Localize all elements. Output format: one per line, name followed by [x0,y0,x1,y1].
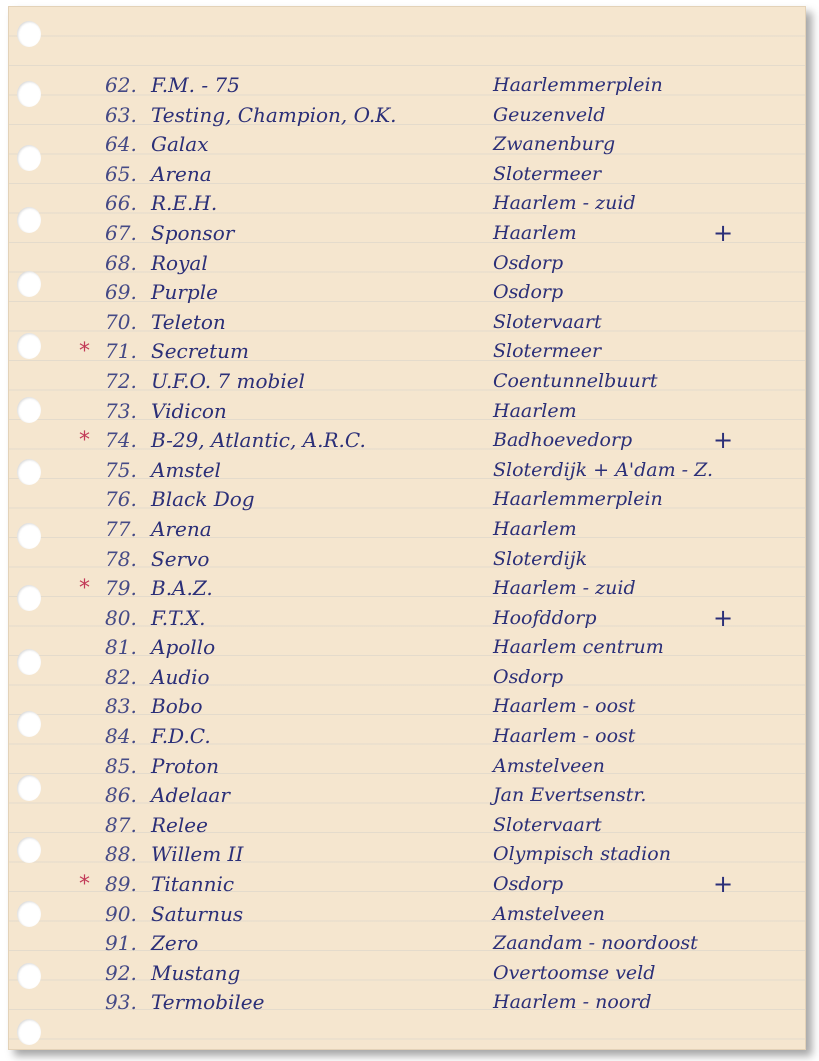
list-item [9,722,805,752]
station-name: R.E.H. [151,191,218,216]
list-item [9,840,805,870]
station-name: Adelaar [151,783,230,808]
station-name: Relee [151,812,208,837]
station-name: Zero [151,931,199,956]
entry-number: 84. [105,724,137,749]
entry-number: 64. [105,132,137,157]
station-location: Amstelveen [493,754,605,777]
station-name: Bobo [151,694,203,719]
station-name: Termobilee [151,990,265,1015]
station-name: Royal [151,250,208,275]
station-location: Haarlem [493,399,577,422]
entry-number: 93. [105,990,137,1015]
list-item [9,485,805,515]
list-item [9,249,805,279]
entry-number: 83. [105,694,137,719]
station-location: Overtoomse veld [493,961,656,984]
binder-hole [17,21,41,47]
station-name: Mustang [151,960,241,985]
station-name: U.F.O. 7 mobiel [151,368,305,393]
cross-mark: + [713,426,734,455]
list-item [9,633,805,663]
entry-number: 74. [105,428,137,453]
station-name: B-29, Atlantic, A.R.C. [151,428,366,453]
entry-number: 89. [105,872,137,897]
station-name: Purple [151,280,218,305]
list-item [9,574,805,604]
station-location: Slotervaart [493,310,602,333]
list-item [9,752,805,782]
station-location: Haarlemmerplein [493,74,663,96]
station-location: Haarlemmerplein [493,488,663,511]
station-location: Jan Evertsenstr. [493,784,647,807]
entry-number: 63. [105,102,137,127]
entry-number: 87. [105,812,137,837]
station-name: B.A.Z. [151,576,213,601]
station-name: Galax [151,132,209,157]
station-name: Amstel [151,457,221,482]
binder-hole [17,1019,41,1045]
station-name: Apollo [151,635,216,660]
station-name: Arena [151,516,212,541]
entry-number: 71. [105,339,137,364]
entry-number: 78. [105,546,137,571]
entry-number: 73. [105,398,137,423]
entry-number: 68. [105,250,137,275]
station-location: Zaandam - noordoost [493,932,698,955]
entry-number: 85. [105,753,137,778]
station-location: Coentunnelbuurt [493,369,658,392]
entry-number: 75. [105,457,137,482]
list-item [9,545,805,575]
entry-number: 76. [105,487,137,512]
list-item [9,900,805,930]
entry-number: 77. [105,516,137,541]
list-item [9,456,805,486]
cross-mark: + [713,870,734,899]
station-location: Slotermeer [493,340,602,363]
station-location: Haarlem - oost [493,725,636,748]
entry-number: 62. [105,73,137,97]
station-location: Haarlem - zuid [493,577,636,600]
list-item [9,130,805,160]
station-location: Haarlem centrum [493,636,664,659]
station-location: Osdorp [493,873,564,896]
station-location: Osdorp [493,251,564,274]
entry-number: 80. [105,605,137,630]
notebook-page [8,6,806,1050]
list-item [9,811,805,841]
station-name: Testing, Champion, O.K. [151,102,397,127]
entry-number: 72. [105,368,137,393]
station-location: Haarlem - noord [493,991,652,1014]
list-item [9,515,805,545]
station-location: Haarlem - zuid [493,192,636,215]
list-item [9,988,805,1018]
list-item [9,959,805,989]
station-name: Black Dog [151,487,255,512]
station-location: Haarlem - oost [493,695,636,718]
station-location: Badhoevedorp [493,429,633,452]
station-location: Zwanenburg [493,133,616,156]
list-item [9,337,805,367]
station-location: Osdorp [493,281,564,304]
cross-mark: + [713,603,734,632]
station-location: Slotermeer [493,162,602,185]
asterisk-mark: * [79,872,90,898]
entry-list [9,71,805,1018]
station-name: F.M. - 75 [151,73,240,97]
entry-number: 66. [105,191,137,216]
asterisk-mark: * [79,428,90,454]
station-location: Osdorp [493,665,564,688]
list-item [9,426,805,456]
entry-number: 81. [105,635,137,660]
station-name: Vidicon [151,398,227,423]
station-location: Sloterdijk [493,547,588,570]
station-location: Geuzenveld [493,103,606,126]
station-name: Servo [151,546,210,571]
list-item [9,367,805,397]
entry-number: 91. [105,931,137,956]
list-item [9,71,805,101]
list-item [9,160,805,190]
entry-number: 67. [105,220,137,245]
entry-number: 92. [105,960,137,985]
list-item [9,929,805,959]
station-name: Teleton [151,309,226,334]
station-location: Haarlem [493,221,577,244]
list-item [9,308,805,338]
cross-mark: + [713,218,734,247]
entry-number: 82. [105,664,137,689]
station-name: F.D.C. [151,724,211,749]
station-name: Titannic [151,872,235,897]
station-name: F.T.X. [151,605,206,630]
list-item [9,781,805,811]
entry-number: 88. [105,842,137,867]
list-item [9,397,805,427]
station-name: Arena [151,161,212,186]
list-item [9,870,805,900]
station-name: Proton [151,753,220,778]
entry-number: 90. [105,901,137,926]
station-location: Sloterdijk + A'dam - Z. [493,458,713,481]
station-name: Willem II [151,842,244,867]
station-name: Saturnus [151,901,244,926]
list-item [9,101,805,131]
station-location: Olympisch stadion [493,843,671,866]
station-location: Slotervaart [493,813,602,836]
list-item [9,278,805,308]
station-name: Secretum [151,339,250,364]
station-name: Audio [151,664,210,689]
entry-number: 70. [105,309,137,334]
station-location: Hoofddorp [493,606,597,629]
asterisk-mark: * [79,339,90,365]
station-name: Sponsor [151,220,235,245]
list-item [9,189,805,219]
entry-number: 69. [105,280,137,305]
list-item [9,663,805,693]
entry-number: 79. [105,576,137,601]
station-location: Haarlem [493,517,577,540]
list-item [9,219,805,249]
list-item [9,692,805,722]
entry-number: 65. [105,161,137,186]
station-location: Amstelveen [493,902,605,925]
list-item [9,604,805,634]
entry-number: 86. [105,783,137,808]
asterisk-mark: * [79,576,90,602]
